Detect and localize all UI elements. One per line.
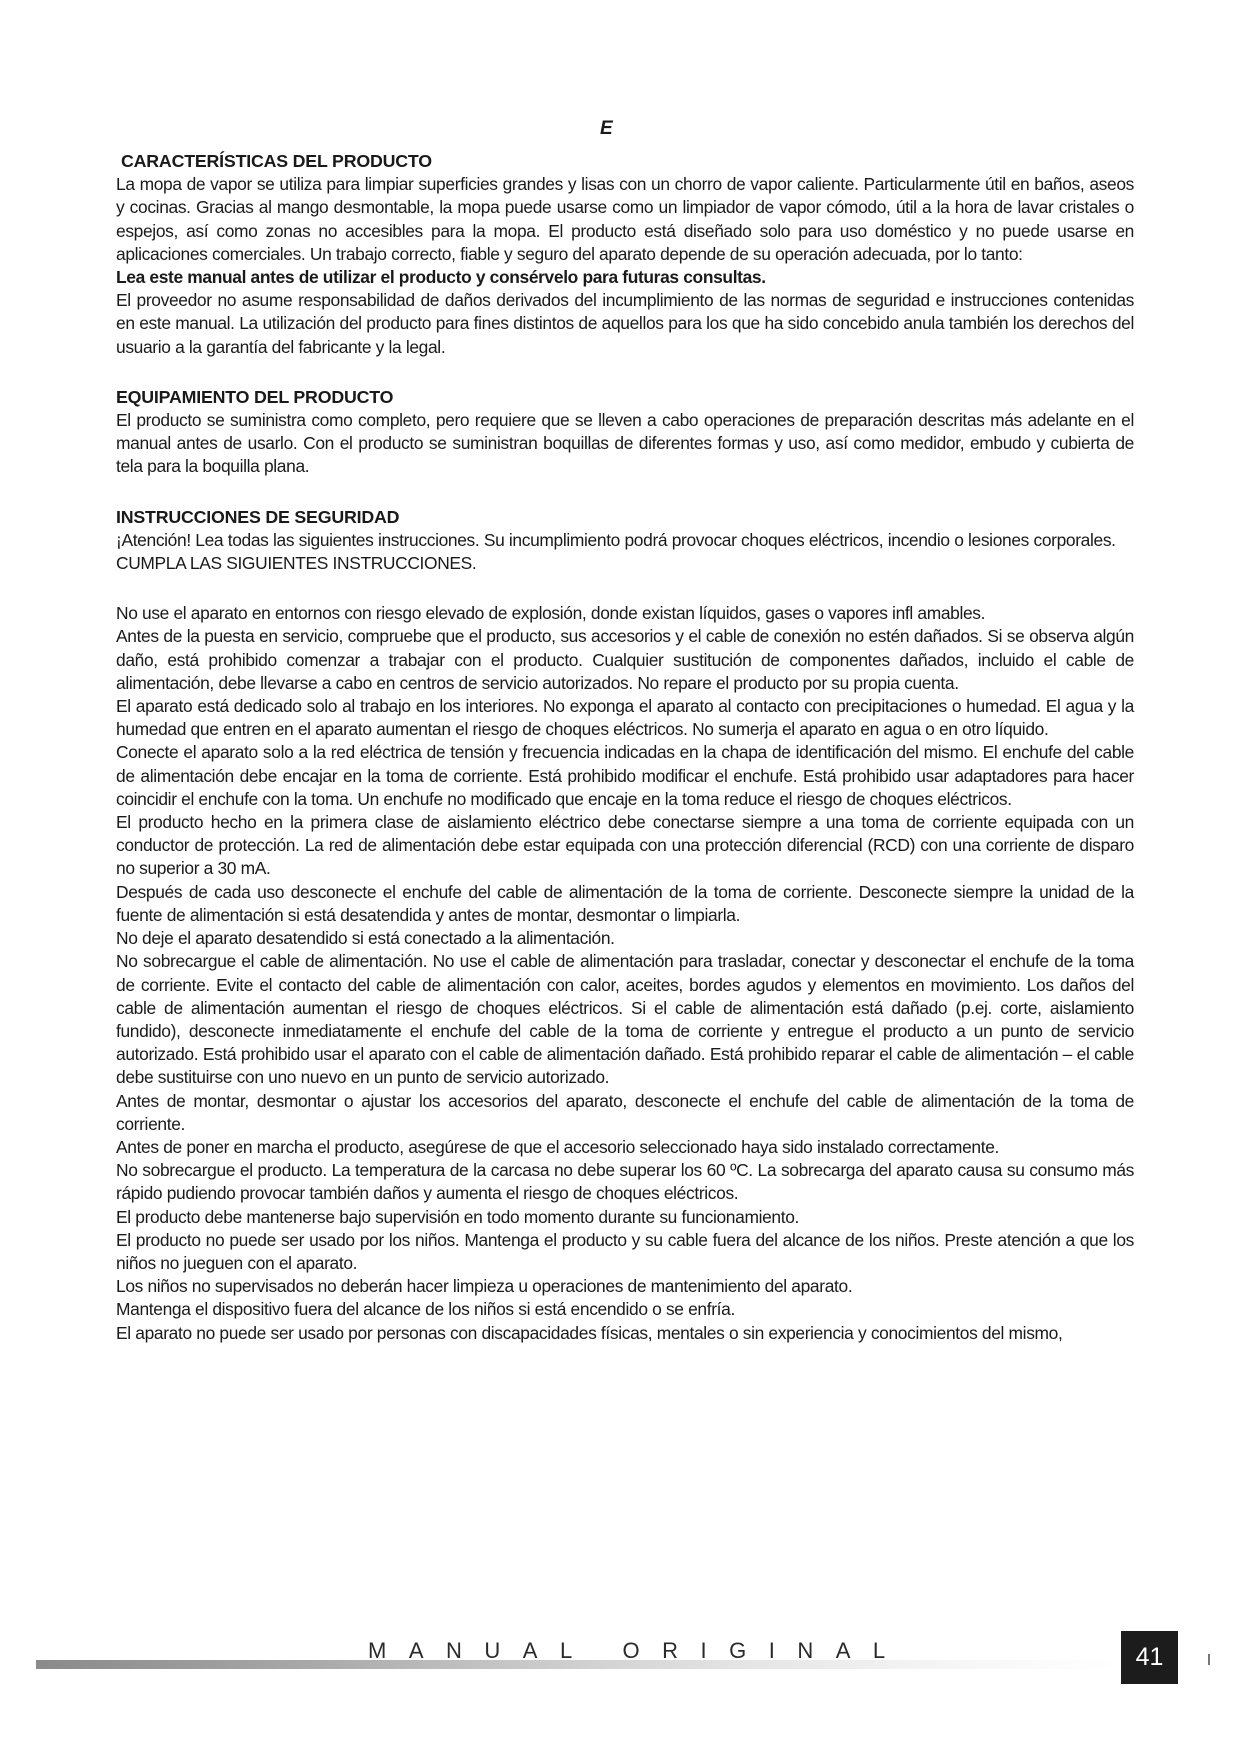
- paragraph-caracteristicas-intro: La mopa de vapor se utiliza para limpiar superficies grandes y lisas con un chorro de vapor caliente. Particularmente útil en baños, aseos y cocinas. Gracias al mango desmontable, la mopa puede usarse como un limpiador de vapor cómodo, útil a la hora de lavar cristales o espejos, así como zonas no accesibles para la mopa. El producto está diseñado solo para uso doméstico y no puede usarse en aplicaciones comerciales. Un trabajo correcto, fiable y seguro del aparato depende de su operación adecuada, por lo tanto:: [116, 174, 1134, 264]
- list-item: Mantenga el dispositivo fuera del alcance de los niños si está encendido o se enfría.: [116, 1299, 735, 1320]
- language-marker: E: [600, 118, 613, 139]
- paragraph-cumpla: CUMPLA LAS SIGUIENTES INSTRUCCIONES.: [116, 553, 477, 574]
- list-item: Los niños no supervisados no deberán hacer limpieza u operaciones de mantenimiento del aparato.: [116, 1276, 853, 1297]
- list-item: Después de cada uso desconecte el enchufe del cable de alimentación de la toma de corriente. Desconecte siempre la unidad de la fuente de alimentación si está desatendida y antes de montar, desmontar o limpiarla.: [116, 881, 1134, 925]
- list-item: Antes de poner en marcha el producto, asegúrese de que el accesorio seleccionado haya sido instalado correctamente.: [116, 1136, 999, 1157]
- paragraph-responsibility: El proveedor no asume responsabilidad de daños derivados del incumplimiento de las normas de seguridad e instrucciones contenidas en este manual. La utilización del producto para fines distintos de aquellos para los que ha sido concebido anula también los derechos del usuario a la garantía del fabricante y la legal.: [116, 290, 1134, 357]
- page-edge-mark: [1208, 1654, 1210, 1665]
- list-item: No use el aparato en entornos con riesgo elevado de explosión, donde existan líquidos, gases o vapores infl amables.: [116, 603, 986, 624]
- page-number-badge: 41: [1121, 1631, 1178, 1684]
- list-item: Antes de montar, desmontar o ajustar los accesorios del aparato, desconecte el enchufe del cable de alimentación de la toma de corriente.: [116, 1090, 1134, 1134]
- list-item: Antes de la puesta en servicio, compruebe que el producto, sus accesorios y el cable de conexión no estén dañados. Si se observa algún daño, está prohibido comenzar a trabajar con el producto. Cualquier sustitución de componentes dañados, incluido el cable de alimentación, debe llevarse a cabo en centros de servicio autorizados. No repare el producto por su propia cuenta.: [116, 626, 1134, 693]
- section-title-equipamiento: EQUIPAMIENTO DEL PRODUCTO: [116, 386, 394, 407]
- paragraph-equipamiento: El producto se suministra como completo, pero requiere que se lleven a cabo operaciones de preparación descritas más adelante en el manual antes de usarlo. Con el producto se suministran boquillas de diferentes formas y uso, así como medidor, embudo y cubierta de tela para la boquilla plana.: [116, 410, 1134, 477]
- document-body: [116, 150, 1134, 1345]
- bold-note-read-manual: Lea este manual antes de utilizar el producto y consérvelo para futuras consultas.: [116, 267, 766, 288]
- section-title-caracteristicas: CARACTERÍSTICAS DEL PRODUCTO: [121, 151, 432, 171]
- list-item: No sobrecargue el cable de alimentación. No use el cable de alimentación para trasladar, conectar y desconectar el enchufe de la toma de corriente. Evite el contacto del cable de alimentación con calor, aceites, bordes agudos y elementos en movimiento. Los daños del cable de alimentación aumentan el riesgo de choques eléctricos. Si el cable de alimentación está dañado (p.ej. corte, aislamiento fundido), desconecte inmediatamente el enchufe del cable de la toma de corriente y entregue el producto a un punto de servicio autorizado. Está prohibido usar el aparato con el cable de alimentación dañado. Está prohibido reparar el cable de alimentación – el cable debe sustituirse con uno nuevo en un punto de servicio autorizado.: [116, 951, 1134, 1088]
- paragraph-warning: ¡Atención! Lea todas las siguientes instrucciones. Su incumplimiento podrá provocar choques eléctricos, incendio o lesiones corporales.: [116, 529, 1116, 550]
- list-item: El aparato está dedicado solo al trabajo en los interiores. No exponga el aparato al contacto con precipitaciones o humedad. El agua y la humedad que entren en el aparato aumentan el riesgo de choques eléctricos. No sumerja el aparato en agua o en otro líquido.: [116, 696, 1134, 740]
- list-item: El aparato no puede ser usado por personas con discapacidades físicas, mentales o sin experiencia y conocimientos del mismo,: [116, 1322, 1063, 1343]
- footer-manual-label: MANUAL ORIGINAL: [368, 1638, 908, 1663]
- list-item: El producto no puede ser usado por los niños. Mantenga el producto y su cable fuera del alcance de los niños. Preste atención a que los niños no jueguen con el aparato.: [116, 1229, 1134, 1273]
- list-item: El producto debe mantenerse bajo supervisión en todo momento durante su funcionamiento.: [116, 1206, 800, 1227]
- safety-instructions-list: [116, 602, 1134, 1345]
- list-item: No sobrecargue el producto. La temperatura de la carcasa no debe superar los 60 ºC. La sobrecarga del aparato causa su consumo más rápido pudiendo provocar también daños y aumenta el riesgo de choques eléctricos.: [116, 1160, 1134, 1204]
- list-item: Conecte el aparato solo a la red eléctrica de tensión y frecuencia indicadas en la chapa de identificación del mismo. El enchufe del cable de alimentación debe encajar en la toma de corriente. Está prohibido modificar el enchufe. Está prohibido usar adaptadores para hacer coincidir el enchufe con la toma. Un enchufe no modificado que encaje en la toma reduce el riesgo de choques eléctricos.: [116, 742, 1134, 809]
- list-item: El producto hecho en la primera clase de aislamiento eléctrico debe conectarse siempre a una toma de corriente equipada con un conductor de protección. La red de alimentación debe estar equipada con una protección diferencial (RCD) con una corriente de disparo no superior a 30 mA.: [116, 812, 1134, 879]
- list-item: No deje el aparato desatendido si está conectado a la alimentación.: [116, 928, 615, 949]
- section-title-seguridad: INSTRUCCIONES DE SEGURIDAD: [116, 506, 400, 527]
